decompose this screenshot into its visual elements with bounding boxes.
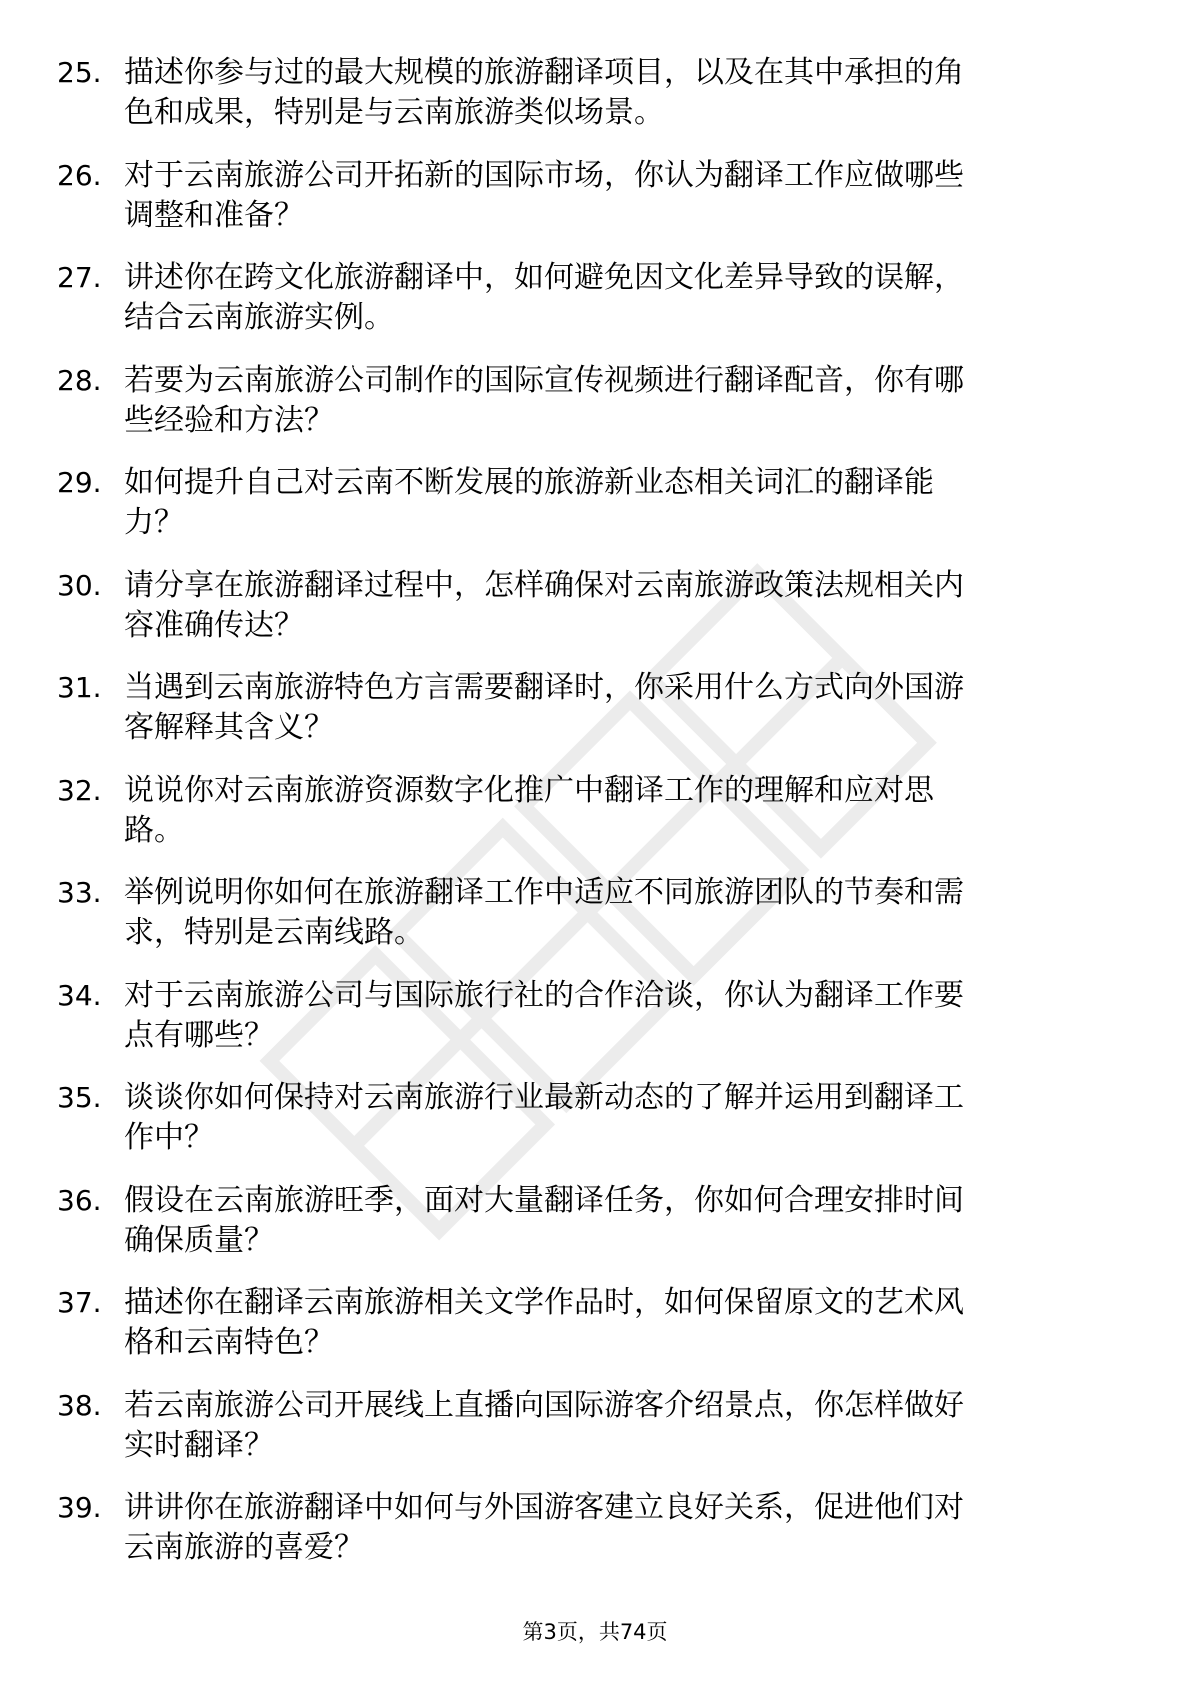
- question-item: [0, 361, 1190, 464]
- question-text: [124, 1181, 1114, 1261]
- question-line: 求，特别是云南线路。: [124, 915, 424, 950]
- question-number: 34.: [57, 978, 102, 1012]
- question-item: [0, 463, 1190, 566]
- question-line: 假设在云南旅游旺季，面对大量翻译任务，你如何合理安排时间: [124, 1182, 964, 1218]
- question-line: 格和云南特色？: [124, 1325, 334, 1360]
- question-line: 讲讲你在旅游翻译中如何与外国游客建立良好关系，促进他们对: [124, 1490, 964, 1525]
- question-item: [0, 566, 1190, 669]
- page-footer: [0, 1618, 1190, 1646]
- question-line: 描述你在翻译云南旅游相关文学作品时，如何保留原文的艺术风: [124, 1285, 964, 1320]
- question-line: 力？: [124, 505, 184, 540]
- question-text: [124, 258, 1114, 338]
- question-line: 些经验和方法？: [124, 402, 334, 438]
- question-line: 若云南旅游公司开展线上直播向国际游客介绍景点，你怎样做好: [124, 1387, 964, 1423]
- question-item: [0, 1386, 1190, 1489]
- question-text: [124, 976, 1114, 1056]
- question-text: [124, 668, 1114, 748]
- question-line: 若要为云南旅游公司制作的国际宣传视频进行翻译配音，你有哪: [124, 362, 964, 398]
- question-line: 如何提升自己对云南不断发展的旅游新业态相关词汇的翻译能: [124, 465, 934, 500]
- question-item: [0, 258, 1190, 361]
- question-item: [0, 873, 1190, 976]
- question-number: 37.: [57, 1286, 102, 1319]
- question-line: 路。: [124, 812, 184, 848]
- question-text: [124, 1488, 1114, 1568]
- question-number: 27.: [57, 261, 102, 294]
- question-number: 25.: [57, 56, 102, 89]
- question-line: 调整和准备？: [124, 197, 304, 233]
- question-text: [124, 463, 1114, 543]
- question-text: [124, 1386, 1114, 1466]
- question-number: 31.: [57, 671, 102, 704]
- question-item: [0, 1181, 1190, 1284]
- question-line: 容准确传达？: [124, 607, 304, 643]
- question-item: [0, 156, 1190, 259]
- question-text: [124, 1283, 1114, 1363]
- question-number: 39.: [57, 1491, 102, 1524]
- question-item: [0, 771, 1190, 874]
- question-line: 结合云南旅游实例。: [124, 300, 394, 335]
- question-number: 36.: [57, 1183, 102, 1217]
- question-text: [124, 1078, 1114, 1158]
- question-text: [124, 53, 1114, 133]
- question-number: 32.: [57, 773, 102, 807]
- page-number-label: 第3页，共74页: [522, 1620, 668, 1644]
- question-text: [124, 566, 1114, 646]
- question-line: 客解释其含义？: [124, 710, 334, 745]
- question-number: 38.: [57, 1388, 102, 1422]
- question-line: 实时翻译？: [124, 1427, 274, 1463]
- question-number: 30.: [57, 568, 102, 602]
- question-item: [0, 1283, 1190, 1386]
- question-line: 举例说明你如何在旅游翻译工作中适应不同旅游团队的节奏和需: [124, 875, 964, 910]
- question-item: [0, 53, 1190, 156]
- question-item: [0, 668, 1190, 771]
- question-line: 谈谈你如何保持对云南旅游行业最新动态的了解并运用到翻译工: [124, 1080, 964, 1115]
- question-line: 对于云南旅游公司与国际旅行社的合作洽谈，你认为翻译工作要: [124, 977, 964, 1013]
- question-list: [0, 53, 1190, 1591]
- question-line: 请分享在旅游翻译过程中，怎样确保对云南旅游政策法规相关内: [124, 567, 964, 603]
- question-text: [124, 873, 1114, 953]
- question-line: 色和成果，特别是与云南旅游类似场景。: [124, 95, 664, 130]
- question-number: 35.: [57, 1081, 102, 1114]
- question-line: 确保质量？: [124, 1222, 274, 1258]
- question-number: 28.: [57, 363, 102, 397]
- question-item: [0, 1488, 1190, 1591]
- question-line: 描述你参与过的最大规模的旅游翻译项目，以及在其中承担的角: [124, 55, 964, 90]
- question-text: [124, 771, 1114, 851]
- question-line: 作中？: [124, 1120, 214, 1155]
- question-line: 点有哪些？: [124, 1017, 274, 1053]
- question-number: 33.: [57, 876, 102, 909]
- question-number: 26.: [57, 158, 102, 192]
- question-number: 29.: [57, 466, 102, 499]
- question-line: 说说你对云南旅游资源数字化推广中翻译工作的理解和应对思: [124, 772, 934, 808]
- question-text: [124, 156, 1114, 236]
- question-item: [0, 976, 1190, 1079]
- question-text: [124, 361, 1114, 441]
- question-line: 对于云南旅游公司开拓新的国际市场，你认为翻译工作应做哪些: [124, 157, 964, 193]
- question-line: 云南旅游的喜爱？: [124, 1530, 364, 1565]
- question-line: 讲述你在跨文化旅游翻译中，如何避免因文化差异导致的误解，: [124, 260, 964, 295]
- question-item: [0, 1078, 1190, 1181]
- question-line: 当遇到云南旅游特色方言需要翻译时，你采用什么方式向外国游: [124, 670, 964, 705]
